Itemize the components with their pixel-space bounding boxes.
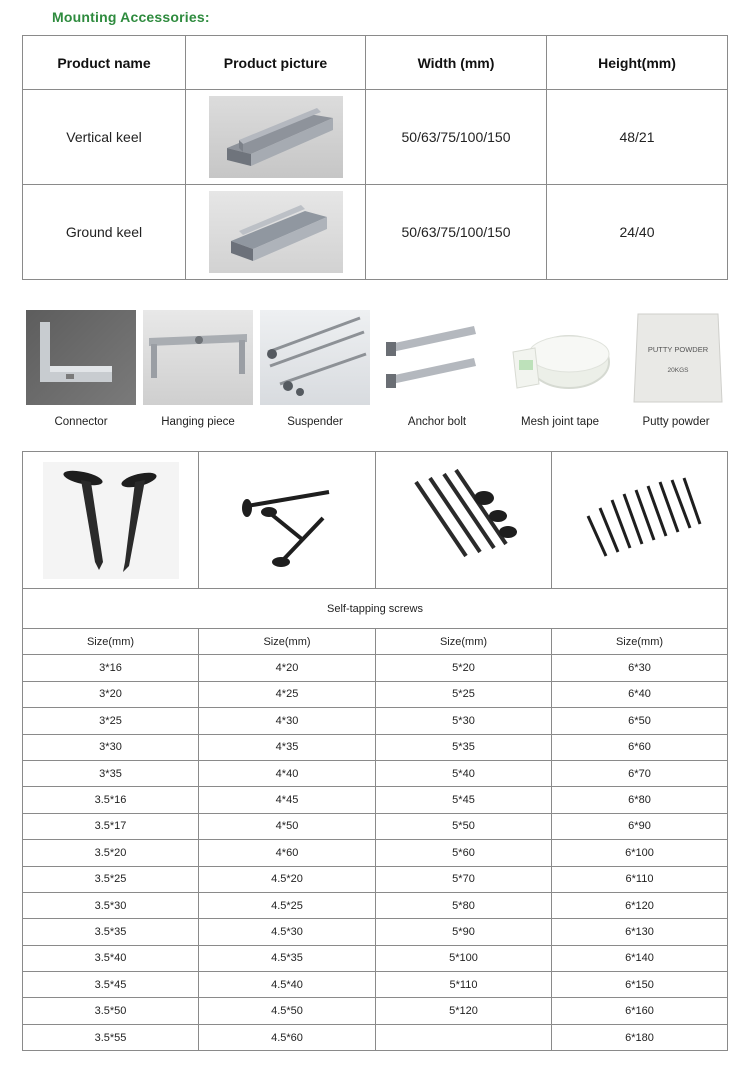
screw-caption-row	[23, 589, 728, 629]
table-row	[23, 760, 728, 786]
vertical-keel-photo	[209, 96, 343, 178]
ground-keel-photo	[209, 191, 343, 273]
table-row	[23, 998, 728, 1024]
table-row	[23, 787, 728, 813]
size-cell	[376, 1024, 552, 1050]
table-row	[23, 892, 728, 918]
size-cell: 6*50	[552, 708, 728, 734]
keel-header-row	[23, 36, 728, 90]
table-row	[23, 945, 728, 971]
size-cell: 5*100	[376, 945, 552, 971]
screw-photo-4	[572, 460, 708, 577]
svg-text:PUTTY POWDER: PUTTY POWDER	[647, 345, 709, 354]
size-cell: 4.5*30	[199, 919, 376, 945]
suspender-photo	[260, 310, 370, 405]
size-cell: 3*20	[23, 681, 199, 707]
size-cell: 3.5*25	[23, 866, 199, 892]
screw-photo-row	[23, 452, 728, 589]
putty-powder-photo	[628, 310, 728, 405]
table-row	[23, 919, 728, 945]
table-row	[23, 681, 728, 707]
screw-photo-cell	[552, 452, 728, 589]
keel-table	[22, 35, 728, 280]
size-cell: 5*50	[376, 813, 552, 839]
size-cell: 3.5*45	[23, 972, 199, 998]
screws-table	[22, 451, 728, 1051]
mesh-joint-tape-photo	[505, 310, 615, 405]
screw-photo-cell	[23, 452, 199, 589]
size-cell: 6*100	[552, 840, 728, 866]
keel-row	[23, 185, 728, 280]
keel-width: 50/63/75/100/150	[366, 90, 547, 185]
size-cell: 3*25	[23, 708, 199, 734]
table-row	[23, 866, 728, 892]
size-cell: 4.5*25	[199, 892, 376, 918]
size-cell: 3*30	[23, 734, 199, 760]
size-cell: 5*25	[376, 681, 552, 707]
svg-text:20KGS: 20KGS	[667, 367, 689, 374]
size-cell: 6*150	[552, 972, 728, 998]
screw-photo-1	[43, 462, 179, 579]
screw-body	[23, 655, 728, 1051]
size-cell: 4*40	[199, 760, 376, 786]
keel-row	[23, 90, 728, 185]
size-cell: 3.5*17	[23, 813, 199, 839]
size-cell: 5*20	[376, 655, 552, 681]
size-cell: 4*45	[199, 787, 376, 813]
screw-header: Size(mm)	[23, 629, 199, 655]
header-product-name: Product name	[23, 36, 186, 90]
size-cell: 6*30	[552, 655, 728, 681]
accessory-label-hanging-piece: Hanging piece	[161, 416, 235, 428]
size-cell: 3.5*55	[23, 1024, 199, 1050]
screw-photo-2	[219, 460, 355, 577]
size-cell: 4.5*40	[199, 972, 376, 998]
size-cell: 6*120	[552, 892, 728, 918]
size-cell: 4*50	[199, 813, 376, 839]
size-cell: 5*70	[376, 866, 552, 892]
size-cell: 5*45	[376, 787, 552, 813]
size-cell: 4*35	[199, 734, 376, 760]
size-cell: 6*60	[552, 734, 728, 760]
screw-header: Size(mm)	[199, 629, 376, 655]
size-cell: 6*80	[552, 787, 728, 813]
size-cell: 3.5*16	[23, 787, 199, 813]
size-cell: 5*110	[376, 972, 552, 998]
accessory-label-mesh-joint-tape: Mesh joint tape	[521, 416, 599, 428]
screw-header: Size(mm)	[552, 629, 728, 655]
keel-name: Vertical keel	[23, 90, 186, 185]
table-row	[23, 972, 728, 998]
size-cell: 5*60	[376, 840, 552, 866]
size-cell: 4*60	[199, 840, 376, 866]
table-row	[23, 734, 728, 760]
size-cell: 6*130	[552, 919, 728, 945]
keel-picture-cell	[186, 185, 366, 280]
accessory-label-putty-powder: Putty powder	[642, 416, 710, 428]
size-cell: 3.5*40	[23, 945, 199, 971]
size-cell: 5*120	[376, 998, 552, 1024]
screw-header-row	[23, 629, 728, 655]
size-cell: 3.5*30	[23, 892, 199, 918]
table-row	[23, 840, 728, 866]
screw-photo-cell	[199, 452, 376, 589]
anchor-bolt-photo	[378, 310, 488, 405]
screw-header: Size(mm)	[376, 629, 552, 655]
size-cell: 5*80	[376, 892, 552, 918]
table-row	[23, 813, 728, 839]
size-cell: 4*25	[199, 681, 376, 707]
size-cell: 3.5*35	[23, 919, 199, 945]
size-cell: 4.5*35	[199, 945, 376, 971]
size-cell: 3.5*50	[23, 998, 199, 1024]
accessory-label-suspender: Suspender	[287, 416, 343, 428]
size-cell: 5*35	[376, 734, 552, 760]
screw-photo-3	[396, 460, 532, 577]
keel-height: 48/21	[547, 90, 728, 185]
size-cell: 6*90	[552, 813, 728, 839]
size-cell: 3.5*20	[23, 840, 199, 866]
table-row	[23, 708, 728, 734]
screws-caption: Self-tapping screws	[23, 589, 728, 629]
accessory-label-connector: Connector	[54, 416, 108, 428]
size-cell: 5*90	[376, 919, 552, 945]
page-title: Mounting Accessories:	[52, 9, 210, 25]
screw-photo-cell	[376, 452, 552, 589]
size-cell: 6*40	[552, 681, 728, 707]
table-row	[23, 655, 728, 681]
size-cell: 3*35	[23, 760, 199, 786]
keel-name: Ground keel	[23, 185, 186, 280]
size-cell: 5*40	[376, 760, 552, 786]
header-width: Width (mm)	[366, 36, 547, 90]
size-cell: 4*30	[199, 708, 376, 734]
keel-width: 50/63/75/100/150	[366, 185, 547, 280]
table-row	[23, 1024, 728, 1050]
keel-height: 24/40	[547, 185, 728, 280]
size-cell: 4*20	[199, 655, 376, 681]
size-cell: 4.5*60	[199, 1024, 376, 1050]
connector-photo	[26, 310, 136, 405]
hanging-piece-photo	[143, 310, 253, 405]
size-cell: 6*180	[552, 1024, 728, 1050]
header-product-picture: Product picture	[186, 36, 366, 90]
size-cell: 6*140	[552, 945, 728, 971]
size-cell: 6*70	[552, 760, 728, 786]
size-cell: 4.5*20	[199, 866, 376, 892]
accessory-label-anchor-bolt: Anchor bolt	[407, 416, 467, 428]
keel-picture-cell	[186, 90, 366, 185]
size-cell: 5*30	[376, 708, 552, 734]
header-height: Height(mm)	[547, 36, 728, 90]
size-cell: 6*160	[552, 998, 728, 1024]
size-cell: 3*16	[23, 655, 199, 681]
size-cell: 6*110	[552, 866, 728, 892]
size-cell: 4.5*50	[199, 998, 376, 1024]
